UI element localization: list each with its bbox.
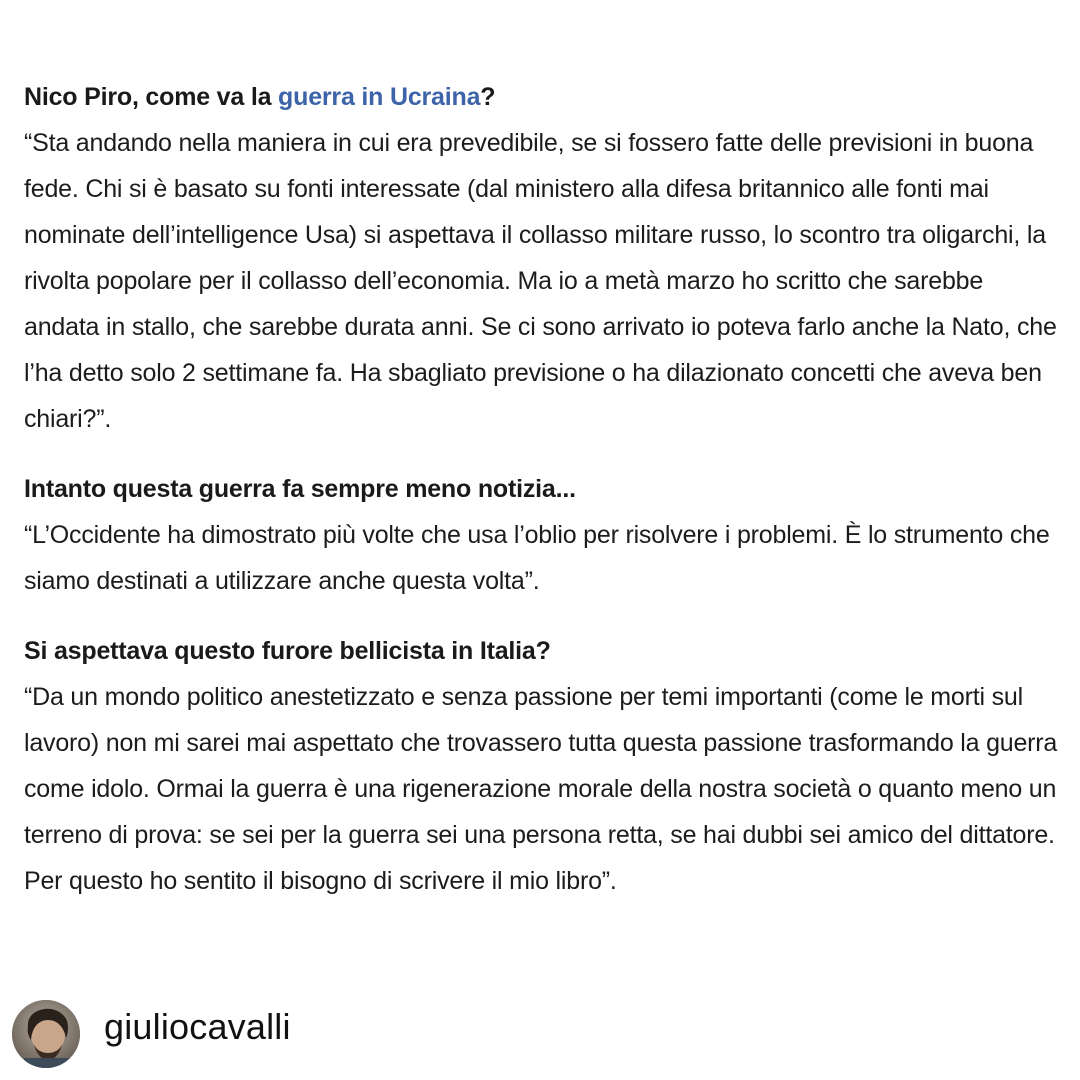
username-label[interactable]: giuliocavalli: [104, 1006, 291, 1047]
answer-text: “L’Occidente ha dimostrato più volte che usa l’oblio per risolvere i problemi. È lo strumento che siamo destinati a utilizzare anche questa volta”.: [24, 521, 1050, 595]
question-heading: [24, 74, 1060, 120]
war-in-ukraine-link[interactable]: guerra in Ucraina: [278, 83, 481, 111]
answer-text: “Da un mondo politico anestetizzato e senza passione per temi importanti (come le morti sul lavoro) non mi sarei mai aspettato che trovassero tutta questa passione trasformando la guerra come idolo. Ormai la guerra è una rigenerazione morale della nostra società o quanto meno un terreno di prova: se sei per la guerra sei una persona retta, se hai dubbi sei amico del dittatore. Per questo ho sentito il bisogno di scrivere il mio libro”.: [24, 683, 1058, 895]
profile-photo-icon[interactable]: [12, 1000, 80, 1068]
qa-section-2: [24, 466, 1060, 604]
qa-section-3: [24, 628, 1060, 904]
article-excerpt: [24, 74, 1060, 986]
question-suffix: ?: [480, 83, 496, 111]
question-heading: Si aspettava questo furore bellicista in Italia?: [24, 637, 551, 665]
question-prefix: Nico Piro, come va la: [24, 83, 279, 111]
qa-section-1: [24, 74, 1060, 442]
repost-attribution-bar: [0, 990, 1080, 1080]
question-heading: Intanto questa guerra fa sempre meno notizia...: [24, 475, 576, 503]
answer-text: “Sta andando nella maniera in cui era prevedibile, se si fossero fatte delle previsioni in buona fede. Chi si è basato su fonti interessate (dal ministero alla difesa britannico alle fonti mai nominate dell’intelligence Usa) si aspettava il collasso militare russo, lo scontro tra oligarchi, la rivolta popolare per il collasso dell’economia. Ma io a metà marzo ho scritto che sarebbe andata in stallo, che sarebbe durata anni. Se ci sono arrivato io poteva farlo anche la Nato, che l’ha detto solo 2 settimane fa. Ha sbagliato previsione o ha dilazionato concetti che aveva ben chiari?”.: [24, 129, 1057, 433]
